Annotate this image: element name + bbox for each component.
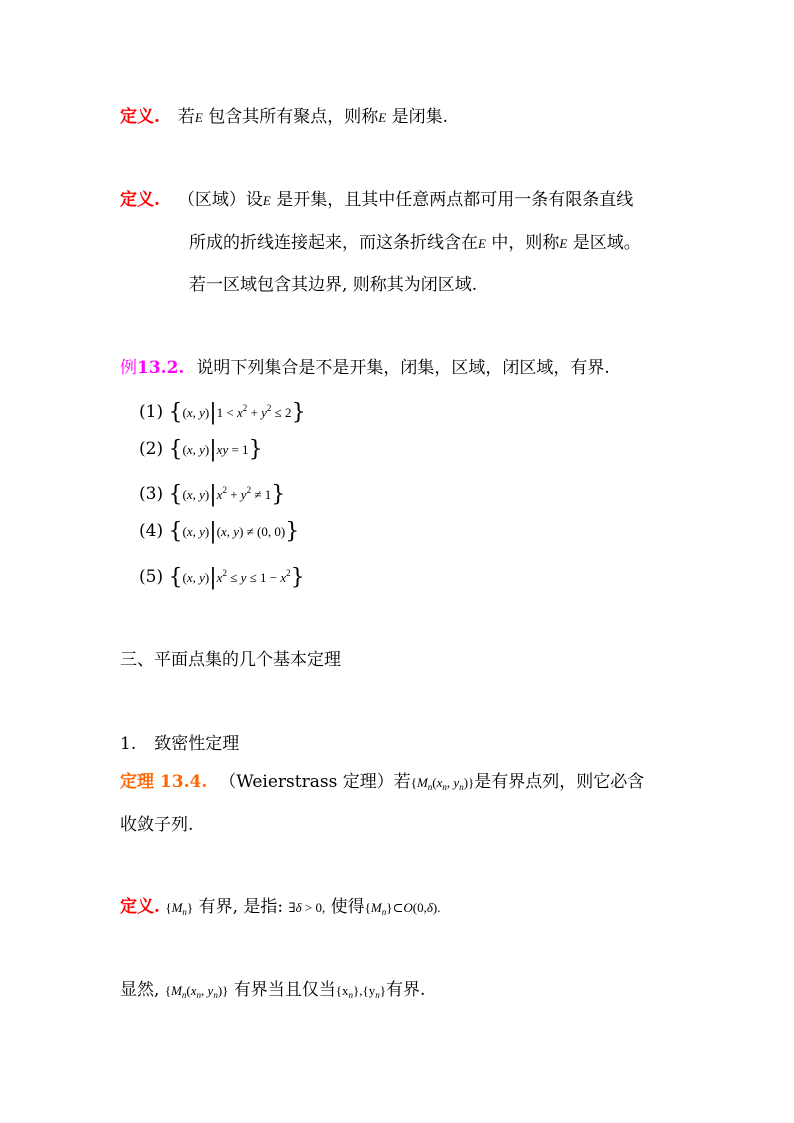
set-yn: },{y — [353, 983, 376, 998]
condition: 1 < — [216, 405, 234, 420]
example-item-5 — [139, 562, 305, 589]
section-title — [120, 649, 341, 671]
var-x: x — [190, 983, 197, 998]
subscript-n: n — [181, 990, 187, 1000]
example-item-4 — [139, 520, 299, 543]
condition: ≤ 2 — [274, 405, 292, 420]
example-item-3 — [139, 479, 285, 506]
example-heading — [120, 357, 610, 379]
var-y: y — [199, 524, 205, 539]
var-xy: xy — [216, 442, 229, 457]
left-brace: { — [168, 482, 183, 507]
right-brace: } — [248, 437, 263, 462]
var-E: E — [559, 236, 568, 251]
var-x: x — [237, 405, 243, 420]
var-E: E — [478, 236, 486, 251]
definition-region-line3 — [189, 274, 477, 296]
comma: , — [192, 442, 196, 457]
condition: > 0, — [304, 900, 326, 915]
var-x: x — [186, 487, 193, 502]
exponent: 2 — [222, 568, 227, 578]
left-brace: { — [164, 983, 172, 998]
definition-region-line1 — [120, 189, 633, 212]
example-text: 说明下列集合是不是开集，闭集，区域，闭区域，有界. — [196, 358, 610, 378]
var-O: O — [403, 900, 413, 915]
exponent: 2 — [222, 485, 227, 495]
subset-symbol: ⊂ — [392, 900, 404, 915]
var-y: y — [199, 487, 205, 502]
subscript-n: n — [182, 907, 187, 917]
remark-text: 显然, — [120, 980, 160, 1000]
definition-text: 是区域。 — [572, 233, 641, 253]
section-title-text: 三、平面点集的几个基本定理 — [120, 650, 341, 670]
bar: | — [209, 400, 217, 425]
var-M: M — [171, 900, 183, 915]
var-delta: δ — [295, 900, 302, 915]
subscript-n: n — [442, 782, 447, 792]
theorem-text: 是有界点列，则它必含 — [474, 772, 645, 792]
var-M: M — [416, 775, 428, 790]
var-delta: δ — [426, 900, 433, 915]
right-brace: } — [271, 482, 286, 507]
definition-closed-set — [120, 106, 448, 129]
paren: ) — [204, 570, 210, 585]
item-number: (4) — [139, 521, 164, 541]
paren: ( — [182, 442, 187, 457]
paren: ) — [204, 487, 210, 502]
exists-symbol: ∃ — [288, 900, 296, 915]
item-number: (3) — [139, 484, 164, 504]
definition-text: 中，则称 — [491, 233, 560, 253]
var-y: y — [240, 487, 247, 502]
right-brace: } — [186, 900, 194, 915]
var-E: E — [378, 110, 387, 125]
example-item-1 — [139, 397, 306, 424]
var-y: y — [199, 570, 205, 585]
definition-label: 定义. — [120, 897, 160, 917]
right-brace: } — [379, 983, 387, 998]
var-y: y — [453, 775, 460, 790]
comma: , — [201, 983, 205, 998]
paren: ) — [204, 442, 210, 457]
exponent: 2 — [246, 485, 252, 495]
left-brace: { — [168, 437, 183, 462]
var-y: y — [240, 570, 247, 585]
var-y: y — [207, 983, 214, 998]
comma: , — [226, 524, 231, 539]
paren: ( — [216, 524, 222, 539]
theorem-label: 定理 13.4. — [120, 772, 208, 792]
item-number: (5) — [139, 567, 164, 587]
definition-text: 有界, 是指: — [198, 897, 284, 917]
paren: ) — [239, 524, 244, 539]
right-brace: } — [285, 519, 300, 544]
paren: ( — [186, 983, 191, 998]
paren: ). — [432, 900, 441, 915]
definition-bounded — [120, 896, 441, 923]
remark-line — [120, 979, 425, 1006]
definition-text: （区域）设 — [177, 190, 263, 210]
var-x: x — [186, 570, 193, 585]
condition: ≠ 1 — [254, 487, 272, 502]
paren: ( — [182, 487, 187, 502]
var-x: x — [216, 570, 223, 585]
comma: , — [192, 487, 196, 502]
paren: )} — [217, 983, 229, 998]
exponent: 2 — [242, 403, 248, 413]
subsection-number: 1. — [120, 734, 137, 754]
definition-text: 使得 — [330, 897, 365, 917]
plus: + — [250, 405, 258, 420]
args: (0, — [412, 900, 427, 915]
right-brace: } — [468, 775, 475, 790]
right-brace: } — [386, 900, 393, 915]
definition-label: 定义. — [120, 107, 160, 127]
var-x: x — [186, 405, 193, 420]
bar: | — [209, 565, 217, 590]
var-y: y — [233, 524, 240, 539]
leq: ≤ — [230, 570, 238, 585]
comma: , — [192, 570, 196, 585]
comma: , — [192, 524, 196, 539]
bar: | — [209, 437, 217, 462]
definition-text: 包含其所有聚点，则称 — [208, 107, 379, 127]
subscript-n: n — [196, 990, 202, 1000]
subscript-n: n — [348, 990, 354, 1000]
left-brace: { — [168, 565, 183, 590]
var-x: x — [186, 442, 193, 457]
subsection-title-text: 致密性定理 — [154, 734, 240, 754]
var-x: x — [436, 775, 443, 790]
subscript-n: n — [213, 990, 218, 1000]
item-number: (1) — [139, 402, 164, 422]
left-brace: { — [168, 519, 183, 544]
definition-region-line2 — [189, 232, 641, 255]
var-E: E — [262, 193, 271, 208]
definition-text: 是开集，且其中任意两点都可用一条有限条直线 — [276, 190, 634, 210]
right-brace: } — [291, 400, 306, 425]
var-x: x — [216, 487, 223, 502]
comma: , — [192, 405, 196, 420]
exponent: 2 — [266, 403, 272, 413]
definition-text: 若一区域包含其边界, 则称其为闭区域. — [189, 275, 478, 295]
subscript-n: n — [381, 907, 387, 917]
var-y: y — [199, 405, 205, 420]
paren: ( — [182, 570, 187, 585]
subsection-title — [120, 733, 239, 755]
remark-text: 有界当且仅当 — [233, 980, 336, 1000]
var-M: M — [370, 900, 382, 915]
right-brace: } — [290, 565, 305, 590]
comma: , — [446, 775, 451, 790]
theorem-text: （Weierstrass 定理）若 — [219, 772, 411, 792]
var-y: y — [261, 405, 267, 420]
definition-text: 若 — [177, 107, 195, 127]
definition-text: 是闭集. — [391, 107, 449, 127]
item-number: (2) — [139, 439, 164, 459]
paren: ( — [432, 775, 437, 790]
subscript-n: n — [375, 990, 380, 1000]
set-xn: {x — [335, 983, 349, 998]
paren: ( — [182, 405, 187, 420]
paren: ) — [463, 775, 469, 790]
theorem-line1 — [120, 771, 644, 798]
plus: + — [230, 487, 238, 502]
var-x: x — [221, 524, 227, 539]
condition: ≤ 1 − — [249, 570, 278, 585]
var-M: M — [171, 983, 182, 998]
left-brace: { — [168, 400, 183, 425]
example-item-2 — [139, 438, 263, 461]
bar: | — [209, 482, 217, 507]
paren: ) — [204, 405, 210, 420]
example-label: 例 — [120, 358, 137, 378]
left-brace: { — [364, 900, 371, 915]
condition: = 1 — [231, 442, 249, 457]
var-x: x — [186, 524, 193, 539]
remark-text: 有界. — [386, 980, 426, 1000]
subscript-n: n — [459, 782, 464, 792]
var-y: y — [199, 442, 205, 457]
definition-label: 定义. — [120, 190, 160, 210]
theorem-line2 — [120, 814, 193, 836]
theorem-text: 收敛子列. — [120, 815, 194, 835]
var-x: x — [280, 570, 287, 585]
bar: | — [209, 519, 217, 544]
condition: ≠ (0, 0) — [246, 524, 286, 539]
exponent: 2 — [286, 568, 291, 578]
example-number: 13.2. — [137, 358, 185, 378]
subscript-n: n — [427, 782, 433, 792]
left-brace: { — [165, 900, 172, 915]
paren: ) — [204, 524, 210, 539]
left-brace: { — [410, 775, 417, 790]
var-E: E — [194, 110, 203, 125]
paren: ( — [182, 524, 187, 539]
definition-text: 所成的折线连接起来，而这条折线含在 — [189, 233, 478, 253]
